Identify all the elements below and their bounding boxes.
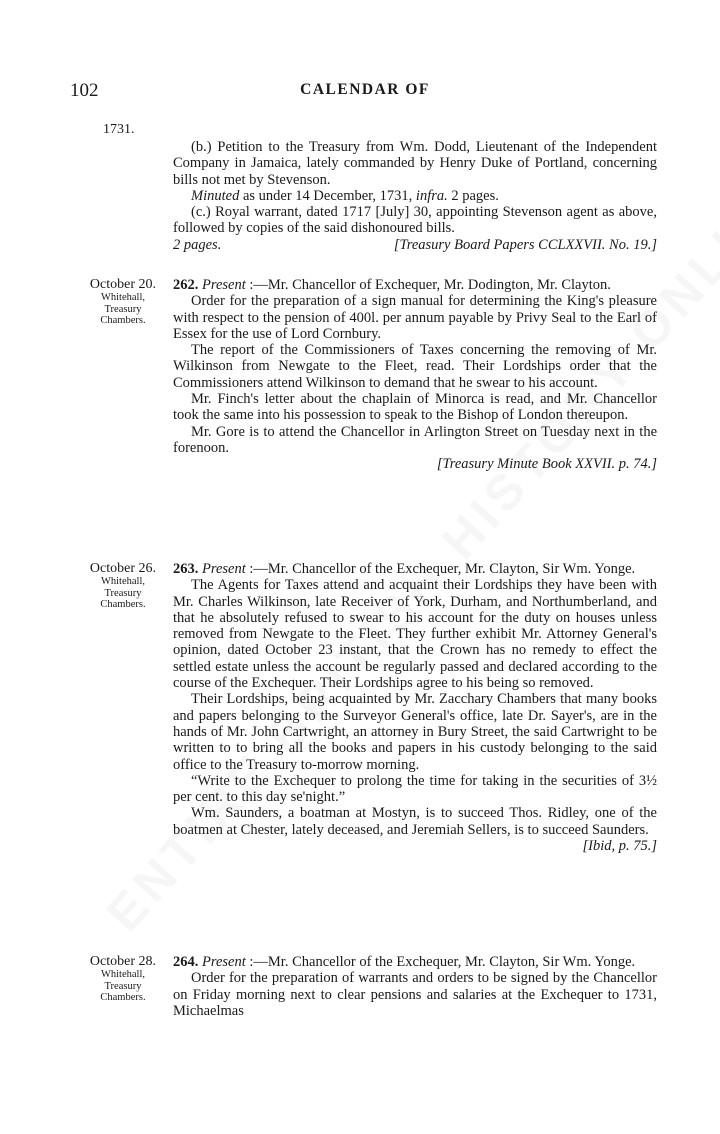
page-number: 102 <box>70 80 99 101</box>
entry-262 <box>173 277 657 473</box>
entry-264 <box>173 954 657 1019</box>
year-marker: 1731. <box>103 122 135 137</box>
entry-place: Whitehall, <box>100 292 146 303</box>
entry-place: Whitehall, <box>100 576 146 587</box>
reference: [Treasury Board Papers CCLXXVII. No. 19.] <box>393 236 657 253</box>
paragraph: (c.) Royal warrant, dated 1717 [July] 30, appointing Stevenson agent as above, followed by copies of the said dishonoured bills. <box>173 204 657 237</box>
paragraph: Mr. Finch's letter about the chaplain of Minorca is read, and Mr. Chancellor took the same into his possession to speak to the Bishop of London thereupon. <box>173 391 657 424</box>
present-label: Present <box>202 954 246 970</box>
present-label: Present <box>202 561 246 577</box>
paragraph: Order for the preparation of warrants and orders to be signed by the Chancellor on Friday morning next to clear pensions and salaries at the Exchequer to 1731, Michaelmas <box>173 970 657 1019</box>
entry-place: Chambers. <box>100 599 146 610</box>
entry-place: Treasury <box>104 980 142 992</box>
entry-place: Whitehall, <box>100 969 146 980</box>
reference-text: [Ibid, p. 75.] <box>582 838 657 855</box>
pages-count: 2 pages. <box>173 236 222 253</box>
reference <box>173 456 657 472</box>
entry-place: Treasury <box>104 587 142 599</box>
present-list: :—Mr. Chancellor of Exchequer, Mr. Dodington, Mr. Clayton. <box>245 277 611 293</box>
paragraph: Their Lordships, being acquainted by Mr. Zacchary Chambers that many books and papers belonging to the Surveyor General's office, late Dr. Sayer's, are in the hands of Mr. John Cartwright, an attorney in Bury Street, the said Cartwright to be written to to bring all the books and papers in his custody belonging to the said office to the Treasury to-morrow morning. <box>173 691 657 773</box>
entry-date: October 20. <box>89 277 156 292</box>
paragraph <box>173 188 657 204</box>
margin-note-263 <box>70 561 156 611</box>
entry-number: 263. <box>173 561 199 577</box>
entry-263 <box>173 561 657 854</box>
entry-date: October 28. <box>89 954 156 969</box>
paragraph: (b.) Petition to the Treasury from Wm. Dodd, Lieutenant of the Independent Company in Jamaica, lately commanded by Henry Duke of Portland, concerning bills not met by Stevenson. <box>173 139 657 188</box>
continuation-block <box>173 139 657 253</box>
paragraph: Order for the preparation of a sign manual for determining the King's pleasure with respect to the pension of 400l. per annum payable by Privy Seal to the Earl of Essex for the use of Lord Cornbury. <box>173 293 657 342</box>
reference-line <box>173 237 657 253</box>
present-label: Present <box>202 277 246 293</box>
paragraph-text: Wm. Saunders, a boatman at Mostyn, is to succeed Thos. Ridley, one of the boatmen at Chester, lately deceased, and Jeremiah Sellers, is to succeed Saunders. <box>173 805 657 838</box>
entry-date: October 26. <box>89 561 156 576</box>
margin-note-262 <box>70 277 156 327</box>
paragraph <box>173 805 657 855</box>
entry-place: Chambers. <box>100 992 146 1003</box>
entry-heading <box>173 277 657 293</box>
italic-text: infra. <box>415 187 448 204</box>
entry-heading <box>173 954 657 970</box>
text: as under 14 December, 1731, <box>239 187 416 204</box>
entry-place: Treasury <box>104 303 142 315</box>
entry-heading <box>173 561 657 577</box>
text: 2 pages. <box>447 187 499 204</box>
paragraph: “Write to the Exchequer to prolong the time for taking in the securities of 3½ per cent. to this day se'night.” <box>173 772 657 806</box>
entry-number: 262. <box>173 277 199 293</box>
running-head: CALENDAR OF <box>300 81 430 98</box>
present-list: :—Mr. Chancellor of the Exchequer, Mr. Clayton, Sir Wm. Yonge. <box>245 561 636 577</box>
paragraph: Mr. Gore is to attend the Chancellor in Arlington Street on Tuesday next in the forenoon. <box>173 423 657 456</box>
paragraph: The report of the Commissioners of Taxes concerning the removing of Mr. Wilkinson from Newgate to the Fleet, read. Their Lordships order that the Commissioners attend Wilkinson to demand that he swear to his account. <box>173 342 657 391</box>
present-list: :—Mr. Chancellor of the Exchequer, Mr. Clayton, Sir Wm. Yonge. <box>245 954 636 970</box>
page-header <box>70 80 660 110</box>
margin-note-264 <box>70 954 156 1004</box>
entry-number: 264. <box>173 954 199 970</box>
paragraph: The Agents for Taxes attend and acquaint their Lordships they have been with Mr. Charles Wilkinson, late Receiver of York, Durham, and Northumberland, and that he absolutely refused to swear to his account for the duty on houses unless removed from Newgate to the Fleet. They further exhibit Mr. Attorney General's opinion, dated October 23 instant, that the Crown has no remedy to effect the settled estate unless the account be regularly passed and declared according to the course of the Exchequer. Their Lordships agree to his being so removed. <box>173 577 657 692</box>
reference-text: [Treasury Minute Book XXVII. p. 74.] <box>436 456 657 473</box>
entry-place: Chambers. <box>100 315 146 326</box>
italic-text: Minuted <box>191 187 240 204</box>
